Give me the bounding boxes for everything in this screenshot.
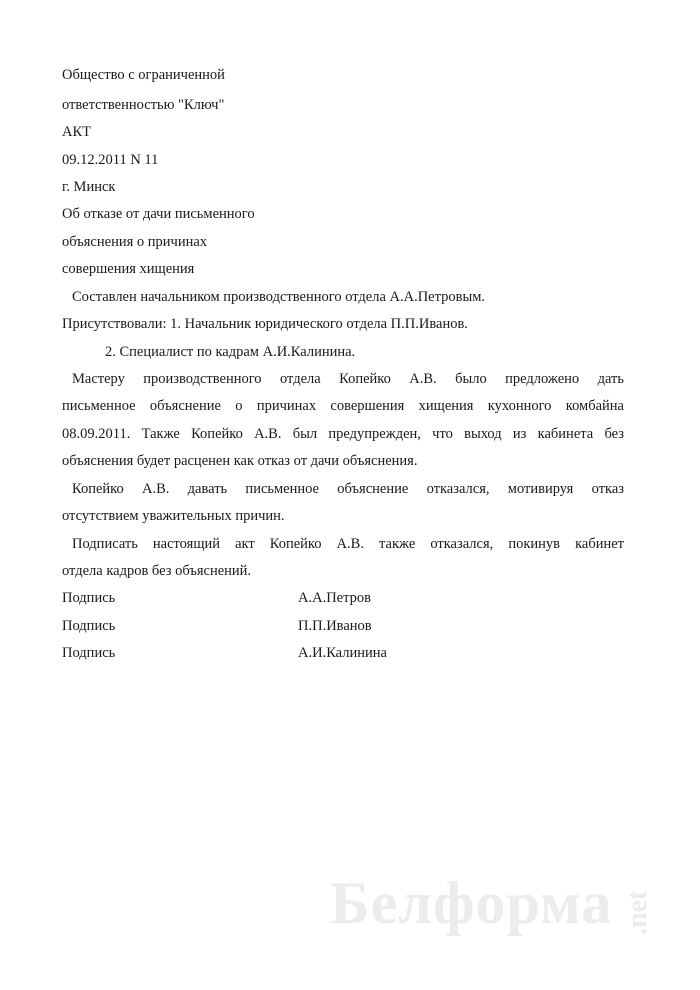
para3-line2: отдела кадров без объяснений. — [62, 563, 252, 579]
subject-line2: объяснения о причинах — [62, 234, 208, 250]
signature-label-3: Подпись — [62, 645, 116, 661]
doc-city: г. Минск — [62, 179, 116, 195]
doc-type: АКТ — [62, 124, 91, 140]
org-name-line2: ответственностью "Ключ" — [62, 97, 225, 113]
present-1: Присутствовали: 1. Начальник юридического отдела П.П.Иванов. — [62, 316, 468, 332]
para2-line1: Копейко А.В. давать письменное объяснение отказался, мотивируя отказ — [72, 481, 624, 497]
present-2: 2. Специалист по кадрам А.И.Калинина. — [105, 344, 356, 360]
para1-line2: письменное объяснение о причинах совершения хищения кухонного комбайна — [62, 398, 624, 414]
compiled-by: Составлен начальником производственного отдела А.А.Петровым. — [72, 289, 486, 305]
org-name-line1: Общество с ограниченной — [62, 67, 225, 83]
para1-line4: объяснения будет расценен как отказ от дачи объяснения. — [62, 453, 418, 469]
subject-line3: совершения хищения — [62, 261, 195, 277]
watermark-suffix: .net — [622, 890, 653, 935]
para3-line1: Подписать настоящий акт Копейко А.В. также отказался, покинув кабинет — [72, 536, 624, 552]
watermark-logo: Белформа — [330, 870, 613, 936]
signature-name-2: П.П.Иванов — [298, 618, 372, 634]
signature-name-1: А.А.Петров — [298, 590, 371, 606]
doc-date-number: 09.12.2011 N 11 — [62, 152, 159, 168]
para1-line3: 08.09.2011. Также Копейко А.В. был предупрежден, что выход из кабинета без — [62, 426, 624, 442]
para2-line2: отсутствием уважительных причин. — [62, 508, 285, 524]
signature-label-1: Подпись — [62, 590, 116, 606]
para1-line1: Мастеру производственного отдела Копейко А.В. было предложено дать — [72, 371, 624, 387]
signature-name-3: А.И.Калинина — [298, 645, 387, 661]
subject-line1: Об отказе от дачи письменного — [62, 206, 255, 222]
signature-label-2: Подпись — [62, 618, 116, 634]
